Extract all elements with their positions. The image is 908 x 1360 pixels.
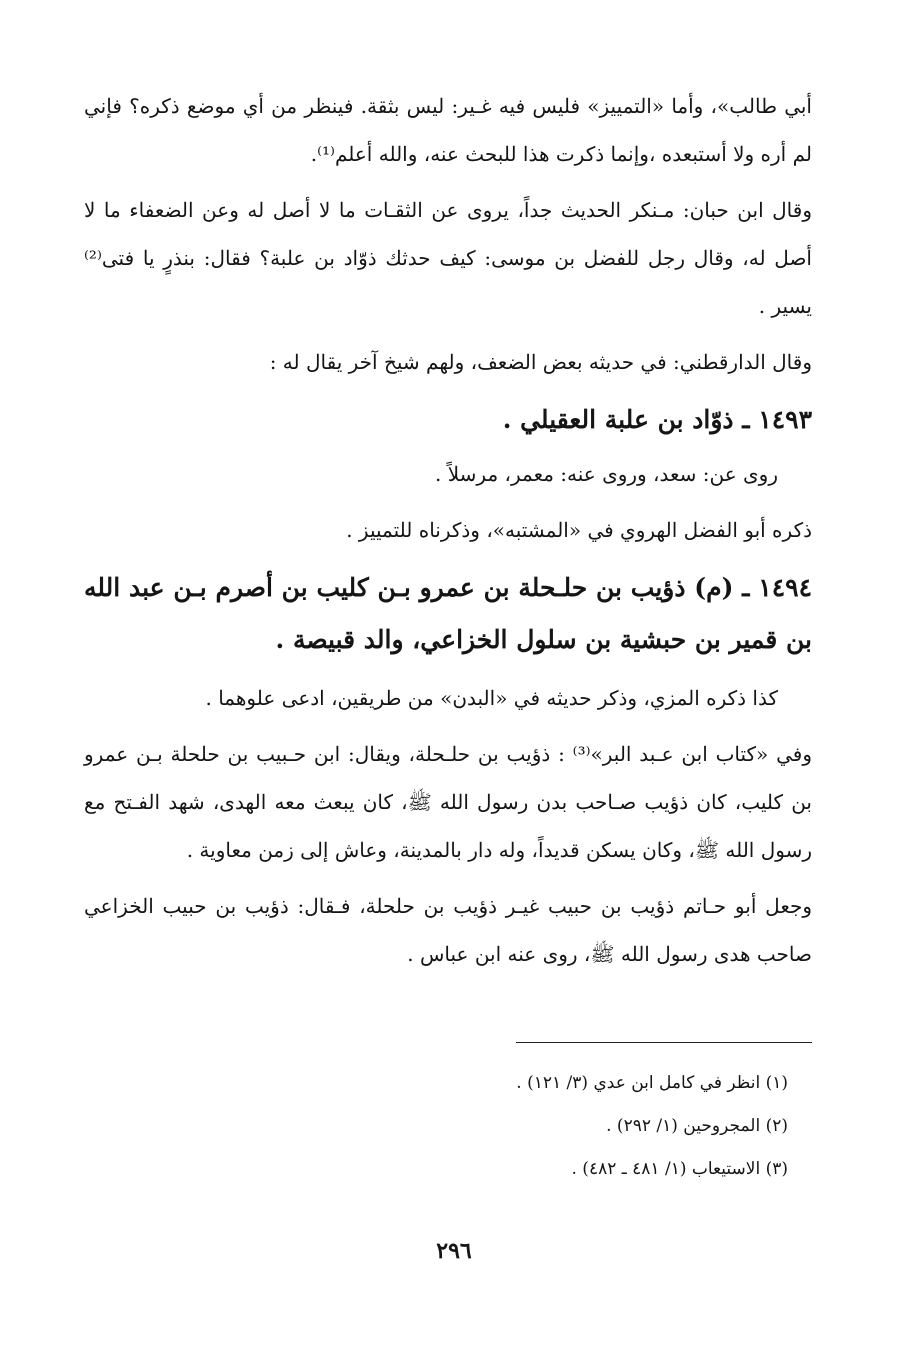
entry-1494-heading: ١٤٩٤ ـ (م) ذؤيب بن حلـحلة بن عمرو بـن كليب بن أصرم بـن عبد الله بن قمير بن حبشية بن سلول الخزاعي، والد قبيصة . [84, 573, 812, 654]
entry-1493-heading: ١٤٩٣ ـ ذوّاد بن علبة العقيلي . [502, 405, 812, 434]
entry-1494-paragraph-ibn-abd-al-barr: وفي «كتاب ابن عـبد البر»⁽³⁾ : ذؤيب بن حلـحلة، ويقال: ابن حـبيب بن حلحلة بـن عمرو بن كليب، كان ذؤيب صـاحب بدن رسول الله ﷺ، كان يبعث معه الهدى، شهد الفـتح مع رسول الله ﷺ، وكان يسكن قديداً، وله دار بالمدينة، وعاش إلى زمن معاوية . [84, 742, 812, 862]
footnote-2: (٢) المجروحين (١/ ٢٩٢) . [606, 1116, 788, 1136]
paragraph-ibn-hibban: وقال ابن حبان: مـنكر الحديث جداً، يروى عن الثقـات ما لا أصل له وعن الضعفاء ما لا أصل له، وقال رجل للفضل بن موسى: كيف حدثك ذوّاد بن علبة؟ فقال: بنذرٍ يا فتى⁽²⁾ يسير . [84, 198, 812, 318]
footnote-1: (١) انظر في كامل ابن عدي (٣/ ١٢١) . [516, 1073, 788, 1093]
entry-1494-paragraph-mizzi: كذا ذكره المزي، وذكر حديثه في «البدن» من طريقين، ادعى علوهما . [205, 686, 778, 710]
entry-1494-paragraph-abu-hatim: وجعل أبو حـاتم ذؤيب بن حبيب غيـر ذؤيب بن حلحلة، فـقال: ذؤيب بن حبيب الخزاعي صاحب هدى رسول الله ﷺ، روى عنه ابن عباس . [84, 894, 812, 966]
page-body [84, 82, 812, 986]
entry-1493-narrators: روى عن: سعد، وروى عنه: معمر، مرسلاً . [435, 462, 778, 486]
entry-1493-note: ذكره أبو الفضل الهروي في «المشتبه»، وذكرناه للتمييز . [346, 518, 812, 542]
footnotes [516, 1062, 788, 1191]
footnote-divider [516, 1042, 812, 1043]
page-number: ٢٩٦ [436, 1238, 472, 1264]
footnote-3: (٣) الاستيعاب (١/ ٤٨١ ـ ٤٨٢) . [571, 1159, 788, 1179]
paragraph-daraqutni: وقال الدارقطني: في حديثه بعض الضعف، ولهم شيخ آخر يقال له : [269, 350, 812, 374]
paragraph-continuation: أبي طالب»، وأما «التمييز» فليس فيه غـير: ليس بثقة. فينظر من أي موضع ذكره؟ فإني لم أره ولا أستبعده ،وإنما ذكرت هذا للبحث عنه، والله أعلم⁽¹⁾. [84, 94, 812, 166]
